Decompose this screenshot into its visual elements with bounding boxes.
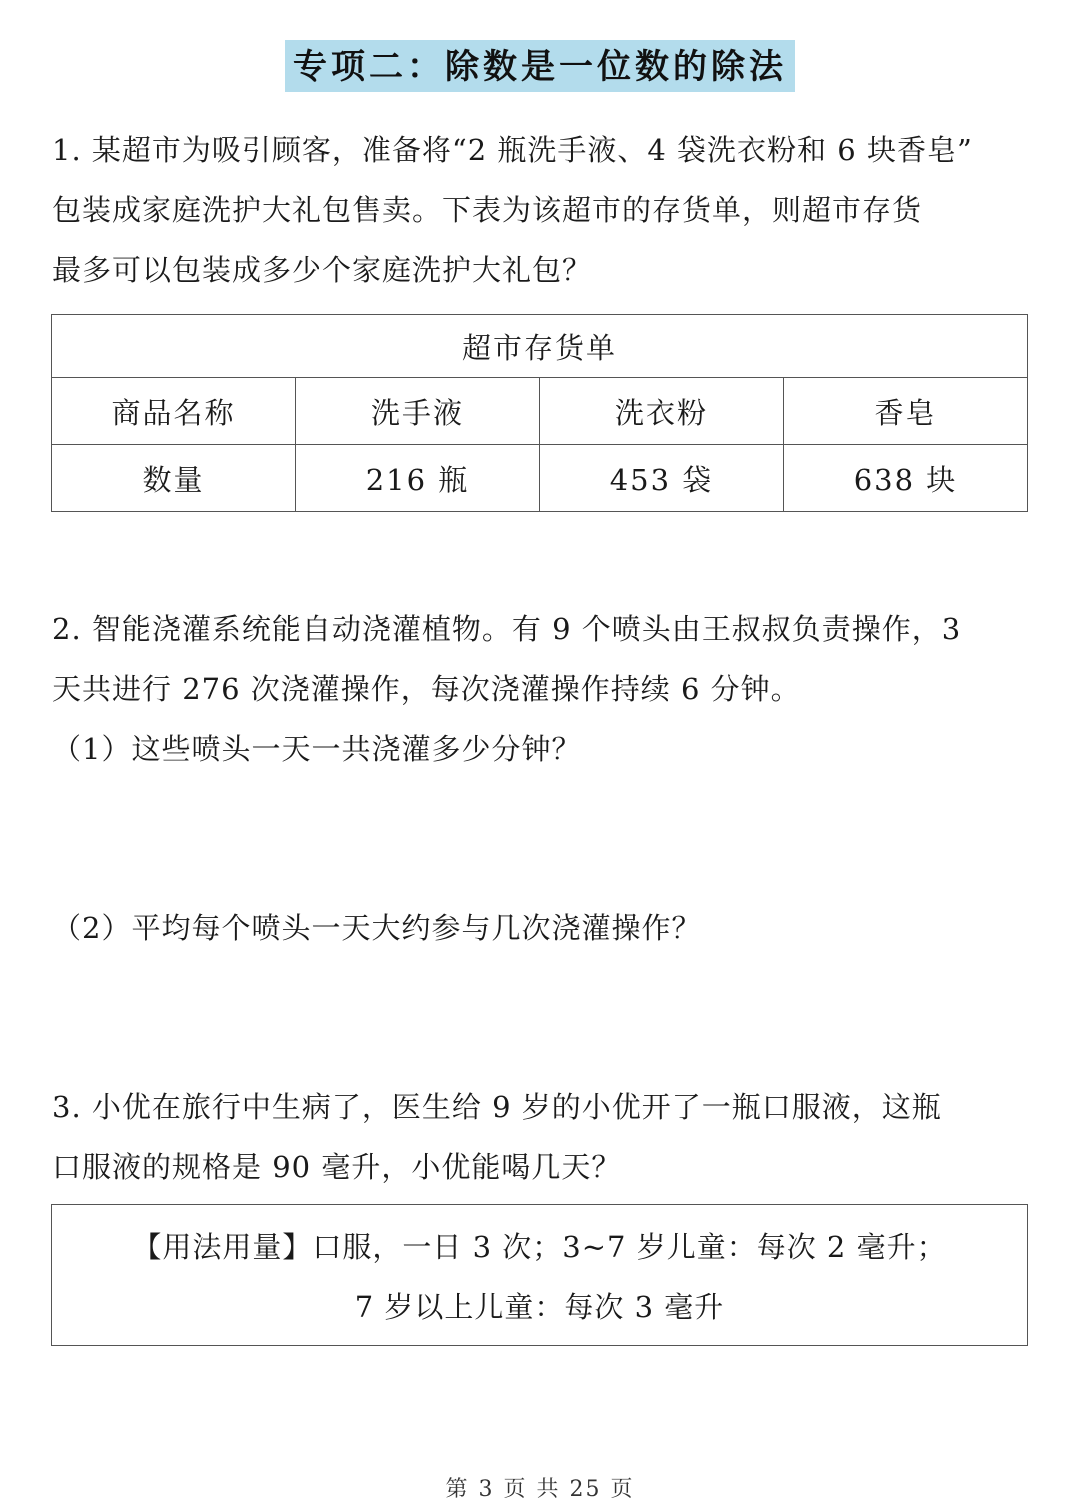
stock-table-cell: 数量	[52, 445, 296, 512]
stock-table-data-row	[52, 445, 1028, 512]
question-3	[52, 1077, 1032, 1197]
stock-table-header-cell: 商品名称	[52, 378, 296, 445]
question-1-line-2-head: 包装成家庭洗护大礼包售卖。下表为该超市的存货单，	[52, 193, 773, 227]
stock-table-cell: 216 瓶	[296, 445, 540, 512]
question-2-sub-1: （1）这些喷头一天一共浇灌多少分钟？	[52, 732, 582, 766]
stock-table-cell: 453 袋	[540, 445, 784, 512]
question-1	[52, 120, 1032, 300]
title-container	[0, 40, 1080, 92]
stock-table	[51, 314, 1028, 512]
stock-table-caption: 超市存货单	[52, 315, 1028, 378]
stock-table-cell: 638 块	[784, 445, 1028, 512]
question-2-sub-2: （2）平均每个喷头一天大约参与几次浇灌操作？	[52, 911, 702, 945]
page-title: 专项二：除数是一位数的除法	[285, 40, 795, 92]
question-2-line-2: 天共进行 276 次浇灌操作，每次浇灌操作持续 6 分钟。	[52, 672, 801, 706]
question-1-line-2	[52, 180, 1032, 240]
stock-table-header-row	[52, 378, 1028, 445]
usage-line-1: 【用法用量】口服，一日 3 次；3~7 岁儿童：每次 2 毫升；	[132, 1230, 947, 1264]
question-3-line-2: 口服液的规格是 90 毫升，小优能喝几天？	[52, 1150, 622, 1184]
question-1-line-2-tail: 则超市存货	[772, 193, 923, 227]
page-footer: 第 3 页 共 25 页	[445, 1477, 635, 1502]
usage-box	[51, 1204, 1028, 1346]
question-1-line-1: 1. 某超市为吸引顾客，准备将“2 瓶洗手液、4 袋洗衣粉和 6 块香皂”	[52, 133, 973, 167]
usage-line-2: 7 岁以上儿童：每次 3 毫升	[354, 1290, 725, 1324]
question-1-line-3: 最多可以包装成多少个家庭洗护大礼包？	[52, 253, 593, 287]
question-2	[52, 599, 1032, 779]
stock-table-caption-row	[52, 315, 1028, 378]
question-3-line-1: 3. 小优在旅行中生病了，医生给 9 岁的小优开了一瓶口服液，这瓶	[52, 1090, 942, 1124]
question-2-part-2	[52, 898, 1032, 958]
question-2-line-1: 2. 智能浇灌系统能自动浇灌植物。有 9 个喷头由王叔叔负责操作，3	[52, 612, 962, 646]
stock-table-header-cell: 洗手液	[296, 378, 540, 445]
stock-table-header-cell: 洗衣粉	[540, 378, 784, 445]
stock-table-header-cell: 香皂	[784, 378, 1028, 445]
